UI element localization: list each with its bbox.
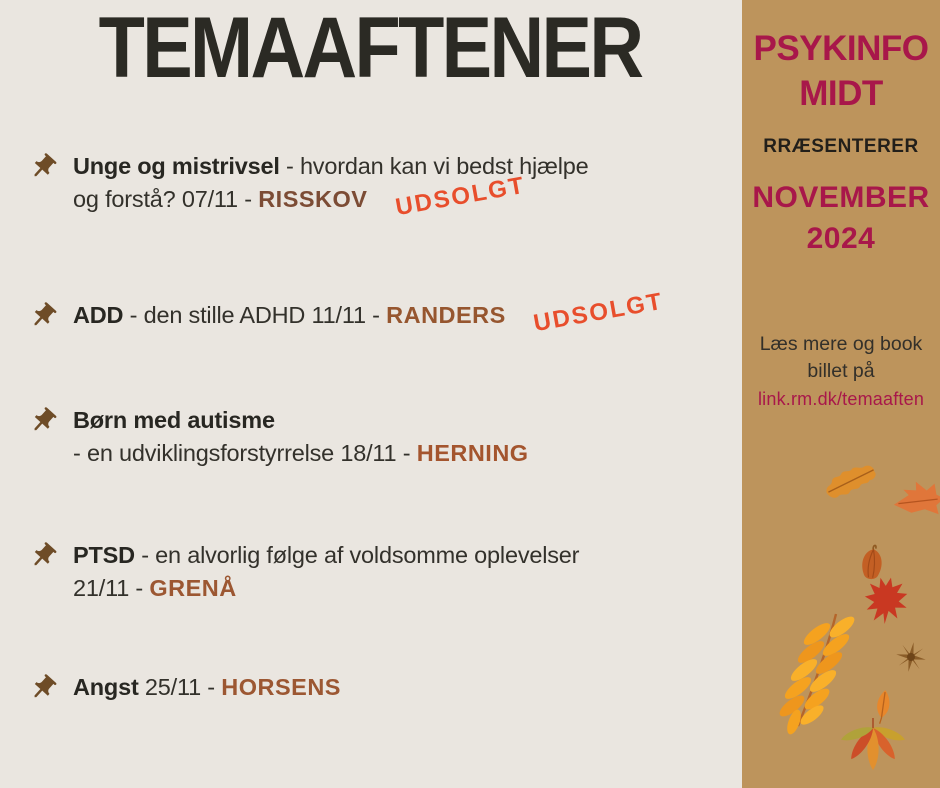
event-date-line: - en udviklingsforstyrrelse 18/11 - [73, 440, 417, 466]
brand-line-2: MIDT [799, 74, 883, 113]
event-row [28, 404, 720, 470]
event-text [73, 287, 666, 338]
event-text [73, 539, 579, 605]
event-date-line: og forstå? 07/11 - [73, 186, 259, 212]
event-text [73, 150, 589, 222]
maple-leaf-icon [857, 572, 914, 631]
event-title: Angst [73, 674, 139, 700]
soldout-badge: UDSOLGT [393, 171, 528, 222]
event-row [28, 539, 720, 605]
event-description: 25/11 - [138, 674, 222, 700]
pushpin-icon [28, 152, 58, 182]
star-anise-icon [891, 637, 930, 676]
presents-label: RRÆSENTERER [763, 136, 919, 157]
creeper-leaf-icon [834, 716, 912, 788]
event-location: HERNING [416, 440, 529, 466]
event-date-line: 21/11 - [73, 575, 150, 601]
cta-line-1: Læs mere og book [759, 333, 923, 355]
event-location: RANDERS [386, 302, 506, 328]
torn-leaf-icon [891, 473, 940, 521]
event-title: Unge og mistrivsel [73, 153, 280, 179]
event-location: HORSENS [221, 674, 341, 700]
event-description: - den stille ADHD 11/11 - [123, 302, 387, 328]
event-description: - hvordan kan vi bedst hjælpe [279, 153, 589, 179]
soldout-badge: UDSOLGT [531, 287, 666, 338]
rowan-leaf-icon [772, 612, 862, 732]
cta-line-2: billet på [807, 360, 875, 382]
pushpin-icon [28, 541, 58, 571]
sidebar [742, 0, 940, 788]
event-row [28, 287, 720, 338]
event-location: RISSKOV [258, 186, 368, 212]
month-label [742, 177, 940, 259]
event-row [28, 150, 720, 222]
event-title: PTSD [73, 542, 135, 568]
event-title: Børn med autisme [73, 407, 275, 433]
event-text [73, 671, 341, 704]
event-row [28, 671, 720, 704]
pushpin-icon [28, 301, 58, 331]
cta-text [742, 331, 940, 385]
pushpin-icon [28, 406, 58, 436]
event-title: ADD [73, 302, 124, 328]
event-location: GRENÅ [149, 575, 237, 601]
event-description: - en alvorlig følge af voldsomme oplevelser [134, 542, 580, 568]
brand-line-1: PSYKINFO [753, 29, 929, 68]
brand-title [742, 26, 940, 116]
month-line-2: 2024 [806, 222, 876, 255]
page-title: TEMAAFTENER [98, 0, 642, 96]
booking-link[interactable]: link.rm.dk/temaaften [757, 389, 925, 409]
pushpin-icon [28, 673, 58, 703]
event-text [73, 404, 529, 470]
oak-leaf-icon [818, 456, 883, 507]
month-line-1: NOVEMBER [752, 181, 930, 214]
